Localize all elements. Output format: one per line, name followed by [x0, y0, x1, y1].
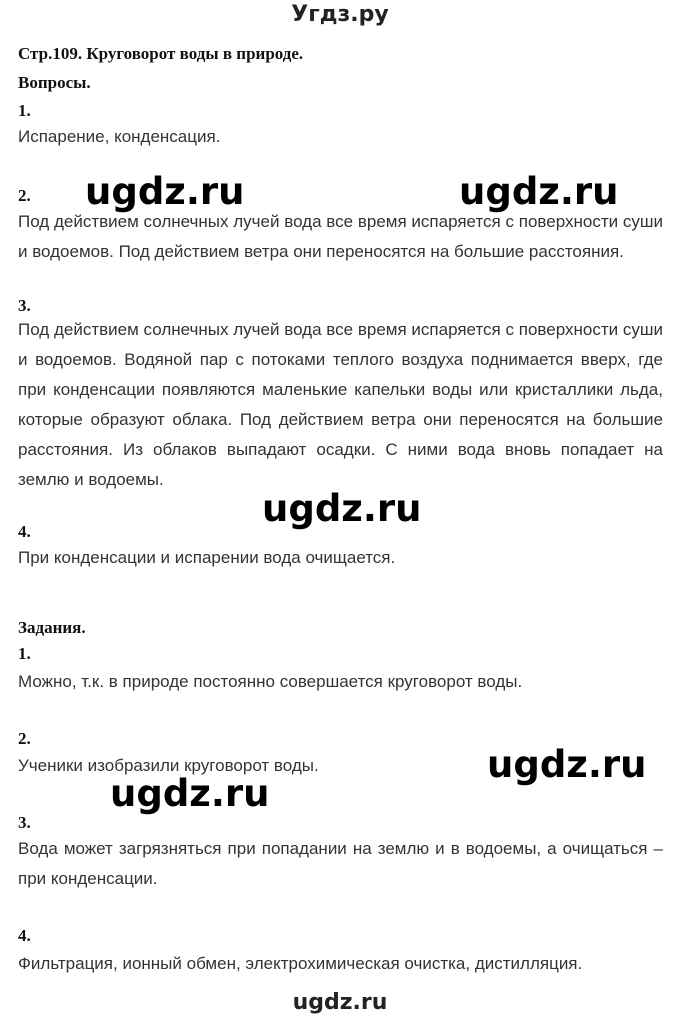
site-header-title: Угдз.ру — [291, 2, 389, 27]
question-number: 1. — [18, 101, 31, 120]
task-answer: Фильтрация, ионный обмен, электрохимическая очистка, дистилляция. — [18, 954, 583, 973]
watermark-logo: ugdz.ru — [85, 170, 245, 213]
tasks-heading: Задания. — [18, 618, 86, 637]
question-answer: Под действием солнечных лучей вода все время испаряется с поверхности суши и водоемов. Водяной пар с потоками теплого воздуха поднимается вверх, где при конденсации появляются маленькие капельки воды или кристаллики льда, которые образуют облака. Под действием ветра они переносятся на большие расстояния. Из облаков выпадают осадки. С ними вода вновь попадает на землю и водоемы. — [18, 320, 663, 489]
site-footer-url: ugdz.ru — [292, 990, 388, 1015]
task-answer: Вода может загрязняться при попадании на землю и в водоемы, а очищаться – при конденсации. — [18, 839, 663, 888]
task-answer: Можно, т.к. в природе постоянно совершается круговорот воды. — [18, 672, 523, 691]
task-answer: Ученики изобразили круговорот воды. — [18, 756, 319, 775]
question-number: 4. — [18, 522, 31, 541]
questions-heading: Вопросы. — [18, 73, 91, 92]
question-answer: Испарение, конденсация. — [18, 127, 221, 146]
watermark-logo: ugdz.ru — [487, 743, 647, 786]
task-number: 1. — [18, 644, 31, 663]
question-number: 3. — [18, 296, 31, 315]
page-title: Стр.109. Круговорот воды в природе. — [18, 44, 304, 63]
watermark-logo: ugdz.ru — [262, 487, 422, 530]
watermark-logo: ugdz.ru — [110, 772, 270, 815]
task-number: 3. — [18, 813, 31, 832]
task-number: 2. — [18, 729, 31, 748]
question-number: 2. — [18, 186, 31, 205]
watermark-logo: ugdz.ru — [459, 170, 619, 213]
task-number: 4. — [18, 926, 31, 945]
question-answer: Под действием солнечных лучей вода все время испаряется с поверхности суши и водоемов. Под действием ветра они переносятся на большие расстояния. — [18, 212, 663, 261]
question-answer: При конденсации и испарении вода очищается. — [18, 548, 396, 567]
